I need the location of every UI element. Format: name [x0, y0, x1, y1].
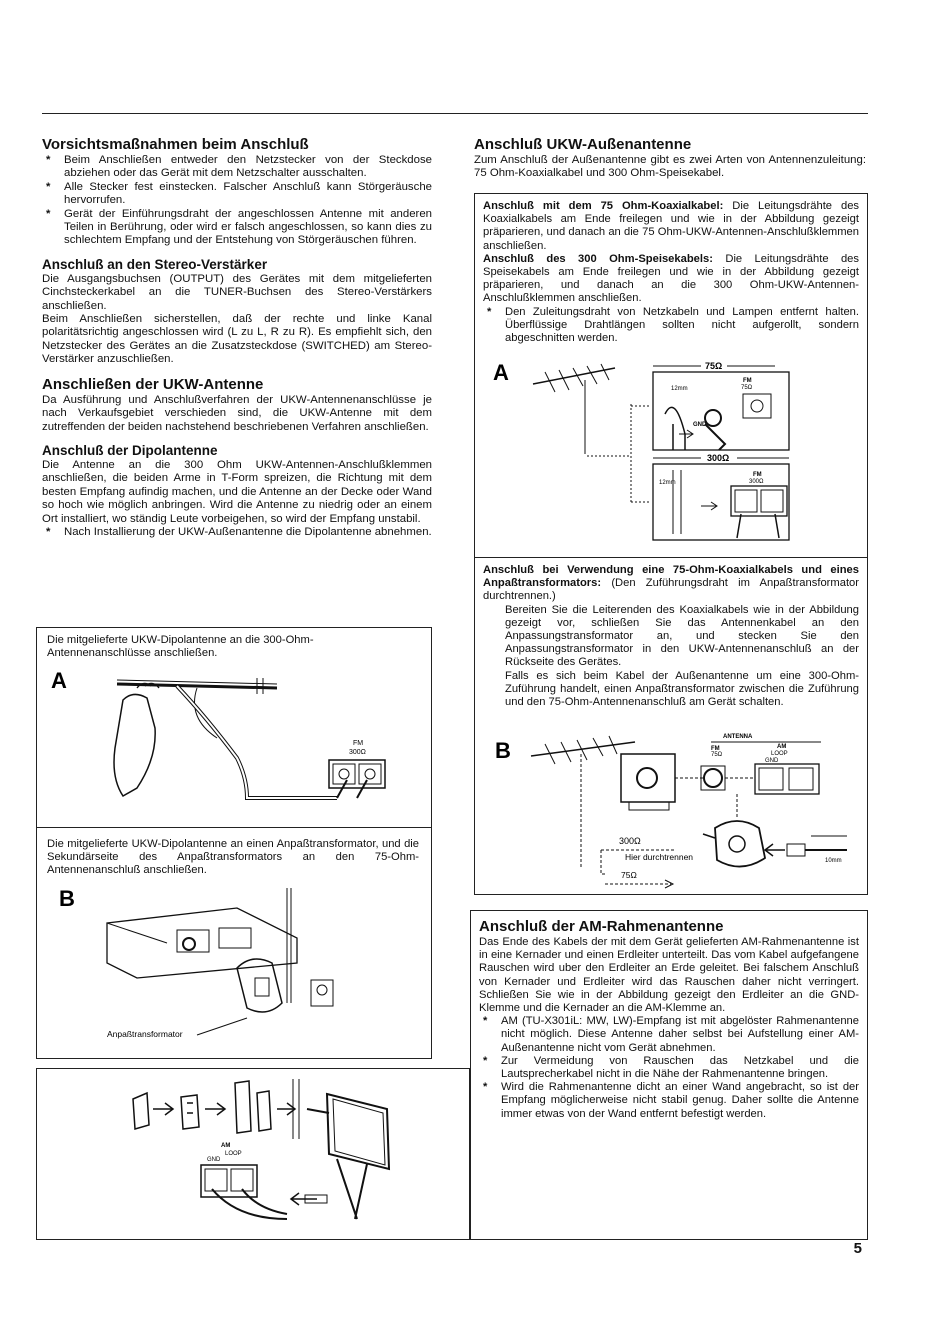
figure-letter-a: A [51, 668, 67, 693]
figure-box-am-loop [36, 1068, 470, 1240]
section-precautions [42, 136, 432, 248]
coax-heading: Anschluß mit dem 75 Ohm-Koaxialkabel: [483, 200, 724, 212]
feeder-text: Die Leitungsdrähte des Speisekabels am Ende freilegen und wie in der Abbildung gezeigt präparieren, und danach an die 300 Ohm-UKW-Antennen-Anschlußklemmen anschließen. [483, 252, 860, 305]
paragraph: Beim Anschließen sicherstellen, daß der rechte und linke Kanal polaritätsrichtig angeschlossen wird (L zu L, R zu R). Es empfiehlt sich, den Netzstecker des Gerätes an die Zusatzsteckdose (SWITCHED) am Stereo-Verstärker anzuschließen. [42, 313, 432, 366]
label-75ohm: 75Ω [705, 361, 723, 371]
paragraph: Das Ende des Kabels der mit dem Gerät gelieferten AM-Rahmenantenne ist in eine Kernader und einen Erdleiter unterteilt. Das vom Kabel aufgefangene Rauschen wird uber den Erdleiter an Erde geleitet. Bei falschem Anschluß von Kernader und Erdleiter wird das Rauschen daher nicht verringert. Schließen Sie wie in der Abbildung gezeigt den Erdleiter an die GND-Klemme und die Kernader an die AM-Klemme an. [479, 936, 859, 1015]
outdoor-antenna-diagram-b [475, 558, 867, 894]
heading-dipole: Anschluß der Dipolantenne [42, 442, 218, 458]
label-fm-75: 75Ω [741, 385, 753, 391]
paragraph: Falls es sich beim Kabel der Außenantenne um eine 300-Ohm-Zuführung handelt, einen Anpaßtransformator zwischen die Zuführung und den 75-Ohm-Antennenanschluß am Gerät schalten. [505, 669, 859, 709]
section-dipole [42, 443, 432, 539]
label-fm-a: FM [743, 378, 752, 384]
list-item: * Alle Stecker fest einstecken. Falscher Anschluß kann Störgeräusche hervorrufen. [42, 181, 432, 208]
heading-outdoor-antenna: Anschluß UKW-Außenantenne [474, 136, 692, 153]
am-loop-list [479, 1015, 859, 1121]
terminal-label-300: 300Ω [349, 749, 366, 756]
paragraph: Die Antenne an die 300 Ohm UKW-Antennen-Anschlußklemmen anschließen, die beiden Arme in T-Form spreizen, die Richtung mit dem besten Empfang aufindig machen, und die Antenne an der Decke oder Wand so hoch wie möglich anbringen. Wird die Antenne zu niedrig oder an einem Ort installiert, wo ständig Leute vorbeigehen, so wird der Empfang unstabil. [42, 458, 432, 525]
figure-letter-b-right: B [495, 738, 511, 763]
list-item: * Gerät der Einführungsdraht der angeschlossen Antenne mit anderen Teilen in Berührung, oder wird er falsch angeschlossen, so kann dies zu schlechtem Empfang und der Entstehung von Störgeräuschen führen. [42, 208, 432, 248]
label-am-b-right: AM [777, 744, 787, 750]
figure-box-outdoor-a [474, 193, 868, 559]
label-antenna: ANTENNA [723, 734, 753, 740]
label-gnd-b-right: GND [765, 758, 779, 764]
label-300-b: 300Ω [619, 836, 641, 846]
terminal-label-fm: FM [353, 740, 364, 747]
top-rule [42, 113, 868, 114]
heading-fm-antenna: Anschließen der UKW-Antenne [42, 375, 264, 393]
label-300ohm: 300Ω [707, 453, 730, 463]
heading-amplifier: Anschluß an den Stereo-Verstärker [42, 256, 268, 272]
list-item: * Zur Vermeidung von Rauschen das Netzkabel und die Lautsprecherkabel nicht in die Nähe der Rahmenantenne bringen. [479, 1055, 859, 1081]
transformer-heading: Anschluß bei Verwendung eine 75-Ohm-Koaxialkabels und eines Anpaßtransformators: [483, 564, 859, 590]
section-am-loop-box [470, 910, 868, 1240]
label-gnd-a: GND [693, 422, 707, 428]
page-number: 5 [853, 1240, 862, 1257]
section-outdoor-antenna [474, 136, 866, 181]
dipole-antenna-illustration [37, 628, 431, 828]
label-75-b-right: 75Ω [711, 752, 723, 758]
paragraph: Bereiten Sie die Leiterenden des Koaxialkabels wie in der Abbildung gezeigt vor, schließen Sie das Antennenkabel an den Anpassungstransformator an, und stecken Sie den Anpassungstransformator in den UKW-Antennenanschluß an der Rückseite des Gerätes. [505, 603, 859, 669]
feeder-heading: Anschluß des 300 Ohm-Speisekabels: [483, 252, 713, 265]
transformer-illustration [37, 828, 431, 1058]
label-fm-b-right: FM [711, 746, 720, 752]
label-loop-b-right: LOOP [771, 751, 788, 757]
outdoor-antenna-diagram-a [475, 194, 867, 558]
label-10mm: 10mm [825, 858, 842, 864]
list-item: * Beim Anschließen entweder den Netzstecker von der Steckdose abziehen oder das Gerät mit dem Netzschalter ausschalten. [42, 154, 432, 181]
section-fm-antenna [42, 376, 432, 434]
label-cut-here: Hier durchtrennen [625, 852, 694, 862]
coax-text: Die Leitungsdrähte des Koaxialkabels am Ende freilegen und wie in der Abbildung gezeigt präparieren, und danach an die 75 Ohm-UKW-Antennen-Anschlußklemmen anschließen. [483, 200, 860, 252]
label-12mm-a: 12mm [671, 386, 688, 392]
heading-am-loop: Anschluß der AM-Rahmenantenne [479, 918, 724, 935]
transformer-text: (Den Zuführungsdraht im Anpaßtransformator durchtrennen.) [483, 577, 859, 603]
heading-precautions: Vorsichtsmaßnahmen beim Anschluß [42, 136, 309, 153]
label-12mm-b: 12mm [659, 480, 676, 486]
dipole-list [42, 526, 432, 539]
left-column [42, 136, 432, 548]
section-amplifier [42, 257, 432, 367]
label-fm-b: FM [753, 472, 762, 478]
list-item: * AM (TU-X301iL: MW, LW)-Empfang ist mit abgelöster Rahmenantenne nicht möglich. Diese Antenne daher selbst bei Aufstellung einer AM-Außenantenne nicht vom Gerät abnehmen. [479, 1015, 859, 1055]
figure-caption-a: Die mitgelieferte UKW-Dipolantenne an die 300-Ohm-Antennenanschlüsse anschließen. [47, 634, 314, 660]
right-column [474, 136, 866, 190]
list-item: * Den Zuleitungsdraht von Netzkabeln und Lampen entfernt halten. Überflüssige Drahtlängen sollten nicht aufgerollt, sondern abgeschnitten werden. [483, 306, 859, 346]
label-fm-300: 300Ω [749, 479, 764, 485]
loop-label: LOOP [225, 1151, 242, 1157]
figure-letter-b: B [59, 886, 75, 911]
precautions-list [42, 154, 432, 248]
figure-box-dipole-a [36, 627, 432, 829]
gnd-label: GND [207, 1157, 221, 1163]
figure-caption-b: Die mitgelieferte UKW-Dipolantenne an einen Anpaßtransformator, und die Sekundärseite des Anpaßtransformators an den 75-Ohm-Antennenanschluß anschließen. [47, 838, 419, 877]
label-75-b: 75Ω [621, 870, 637, 880]
am-label: AM [221, 1143, 231, 1149]
figure-box-dipole-b [36, 827, 432, 1059]
figure-box-outdoor-b [474, 557, 868, 895]
list-item: * Wird die Rahmenantenne dicht an einer Wand angebracht, so ist der Empfang möglicherweise nicht stabil genug. Daher sollte die Antenne immer etwas von der Wand entfernt befestigt werden. [479, 1081, 859, 1121]
paragraph: Da Ausführung und Anschlußverfahren der UKW-Antennenanschlüsse je nach Verkaufsgebiet verschieden sind, die UKW-Antenne mit dem zutreffenden der beiden nachstehend beschriebenen Verfahren anschließen. [42, 393, 432, 433]
paragraph: Die Ausgangsbuchsen (OUTPUT) des Gerätes mit dem mitgelieferten Cinchsteckerkabel an die TUNER-Buchsen des Stereo-Verstärkers anschließen. [42, 272, 432, 312]
paragraph: Zum Anschluß der Außenantenne gibt es zwei Arten von Antennenzuleitung: 75 Ohm-Koaxialkabel und 300 Ohm-Speisekabel. [474, 154, 866, 180]
list-item: * Nach Installierung der UKW-Außenantenne die Dipolantenne abnehmen. [42, 526, 432, 539]
am-loop-illustration [37, 1069, 469, 1239]
transformer-caption: Anpaßtransformator [107, 1029, 183, 1039]
figure-letter-a-right: A [493, 360, 509, 385]
